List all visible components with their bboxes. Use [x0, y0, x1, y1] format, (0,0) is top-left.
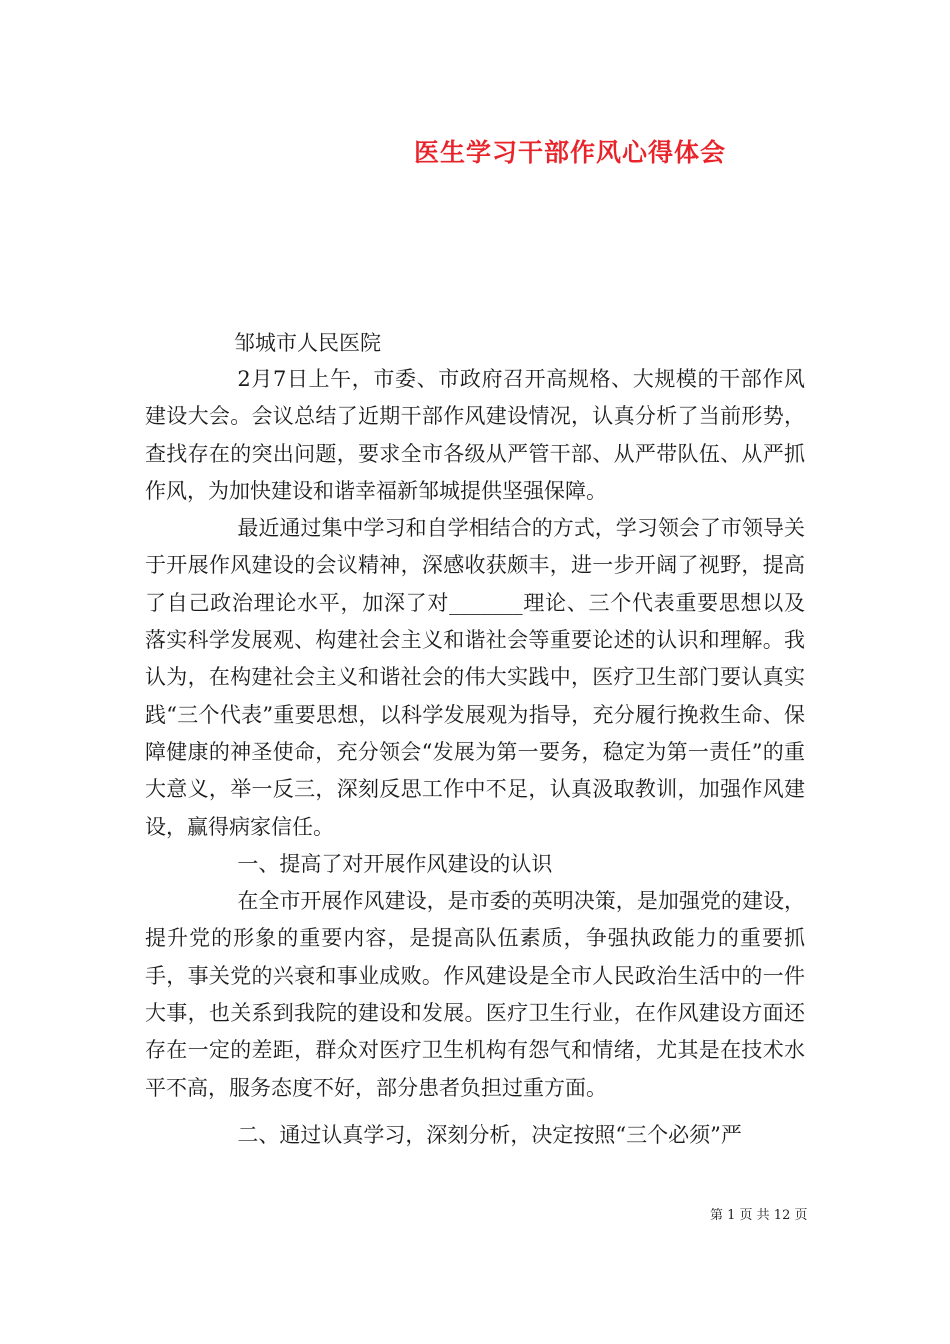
paragraph-meeting: 2月7日上午，市委、市政府召开高规格、大规模的干部作风建设大会。会议总结了近期干部作风建设情况，认真分析了当前形势，查找存在的突出问题，要求全市各级从严管干部、从严带队伍、从严抓作风，为加快建设和谐幸福新邹城提供坚强保障。	[145, 367, 805, 503]
section-heading-2: 二、通过认真学习，深刻分析，决定按照“三个必须”严	[237, 1122, 742, 1147]
section-heading-1: 一、提高了对开展作风建设的认识	[237, 851, 553, 876]
document-body	[145, 361, 805, 1154]
document-title: 医生学习干部作风心得体会	[414, 138, 727, 167]
paragraph-study: 最近通过集中学习和自学相结合的方式，学习领会了市领导关于开展作风建设的会议精神，深感收获颇丰，进一步开阔了视野，提高了自己政治理论水平，加深了对_______理论、三个代表重要思想以及落实科学发展观、构建社会主义和谐社会等重要论述的认识和理解。我认为，在构建社会主义和谐社会的伟大实践中，医疗卫生部门要认真实践“三个代表”重要思想，以科学发展观为指导，充分履行挽救生命、保障健康的神圣使命，充分领会“发展为第一要务，稳定为第一责任”的重大意义，举一反三，深刻反思工作中不足，认真汲取教训，加强作风建设，赢得病家信任。	[145, 516, 805, 839]
organization-name: 邹城市人民医院	[234, 331, 381, 355]
paragraph-section-1: 在全市开展作风建设，是市委的英明决策，是加强党的建设，提升党的形象的重要内容，是提高队伍素质，争强执政能力的重要抓手，事关党的兴衰和事业成败。作风建设是全市人民政治生活中的一件大事，也关系到我院的建设和发展。医疗卫生行业，在作风建设方面还存在一定的差距，群众对医疗卫生机构有怨气和情绪，尤其是在技术水平不高，服务态度不好，部分患者负担过重方面。	[145, 889, 805, 1100]
page-footer: 第 1 页 共 12 页	[710, 1208, 808, 1223]
